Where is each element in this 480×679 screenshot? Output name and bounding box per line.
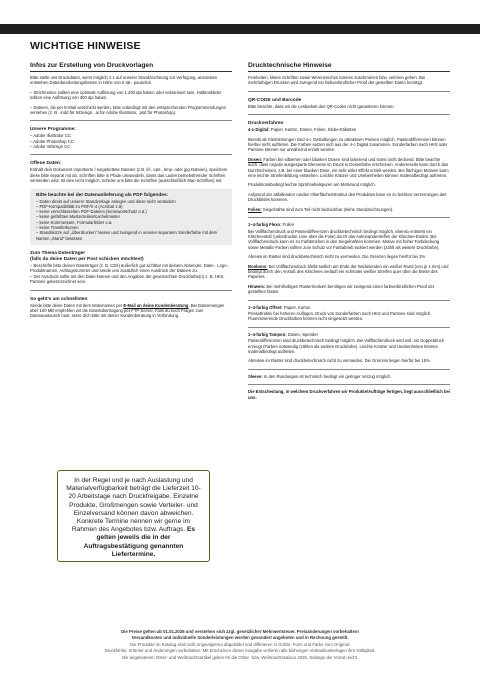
pdf-box-heading: Bitte beachte bei der Datenanlieferung als PDF folgendes: (36, 192, 169, 198)
divider (30, 290, 232, 291)
divider (248, 300, 450, 301)
folien-text (248, 207, 450, 212)
open-data-text: Enthält dein Dokument importierte / eingebettete Dateien (z.B. tif-, eps-, bmp- oder jpg-Dateien), speichere diese bitte separat mit ab. Schriften bitte in Pfade umwandeln, damit das Laden betriebsfremder Schriften vermieden wird. Ist dies nicht möglich, schicke uns bitte die Schriften (ausschließlich Mac-Schriften) mit. (30, 167, 228, 184)
sleeve-body: In den Rundungen ist technisch bedingt ein geringer Verzug möglich. (262, 373, 392, 379)
qr-text: Bitte beachte, dass wir die Lesbarkeit des QR-Codes nicht garantieren können. (248, 103, 395, 109)
right-intro: Feinheiten, kleine Schriften sowie Werenzeichen können zuschmieren bzw. verloren gehen. Bei mehrfarbigen Drucken wird zwingend ein farbverbindlicher Proof der gestellten Daten benötigt. (248, 75, 426, 86)
divider (30, 120, 232, 121)
sleeve-label: Sleeve: (248, 373, 263, 379)
data-carrier-item: – Der Ausdruck sollte mit den Datei-Namen und den Angaben der gewünschten Druckfarbe(n) z. B. HKS, Pantone gekennzeichnet sein. (30, 273, 225, 285)
delivery-time-text: In der Regel und je nach Auslastung und Materialverfügbarkeit beträgt die Lieferzeit 10-20 Arbeitstage nach Druckfreigabe. Einzelne Produkte, Großmengen sowie Verteiler- und Einzelversand können davon abweichen. Konkrete Termine nennen wir gerne im Rahmen des Angebotes bzw. Auftrags. (66, 477, 201, 534)
flexo-body: Bei Vollflächendruck und Passerdifferenzen druckbetechnisch bedingt möglich, ebenso entsteht ein Klischeestoß (unbedruckte Linie über die Folie) durch das Aufeinandertreffen der Klischee-Enden. Bei Vollflächendruck kann es zu Farbbrüchen in den Siegelnähten kommen. Motive mit hoher Farbdeckung sowie Metallic-Farben sollten zum Schutz vor Farbabrieb lackiert werden (zählt als weitere Druckfarbe). (248, 228, 440, 250)
pdf-requirement: – keine verschlüsselten PDF-Dateien (Kennwortschutz o.ä.) (36, 209, 147, 215)
folien-label: Folien: (248, 206, 262, 212)
offset-line (248, 305, 450, 310)
flexo-label: 1–4-farbig Flexo: (248, 222, 282, 228)
program-item: – Adobe InDesign CC (30, 144, 71, 150)
dosen-body: Farben bei silbernen oder blanken Dosen sind lasierend und somit nicht deckend. Bitte beachte auch, dass negativ ausgesparte Elemente im Druck in Dosenfarbe erscheinen. Andererseits kann durch das Durchscheinen, z.B. bei einer blanken Dose, ein sehr edler Effekt erzielt werden. Bei flächigen Motiven kann eine leichte Streifenbildung entstehen. Leichte Kratzer und Unebenheiten können materialbedingt auftreten. (248, 156, 449, 179)
bonbons-label: Bonbons: (248, 263, 268, 269)
tampon-line (248, 332, 450, 337)
fastest-text-post: . Bei Datenmengen über 100 MB empfehlen wir die Datenübertragung per FTP-Server. Falls du noch Fragen zum Datenaustausch hast, setze dich bitte mit deiner Kundenberatung in Verbindung. (30, 302, 225, 319)
pdf-requirement: – Standskizze auf „Überdrucken“ lassen und zwingend in unserer separaten Sonderfarbe mit dem Namen „Stand“ belassen (36, 230, 218, 241)
divider (248, 369, 450, 370)
pdf-requirements-box (30, 189, 232, 245)
tampon-label: 1–4-farbig Tampon: (248, 331, 287, 337)
flexo-text: Folien (281, 222, 295, 228)
right-heading: Drucktechnische Hinweise (248, 62, 450, 72)
divider (248, 384, 450, 385)
offset-text: Papier, Karton (282, 304, 311, 310)
divider (248, 327, 450, 328)
top-bar (0, 24, 480, 34)
flexo-note: Abreiss im Raster sind druckbetechnisch nicht zu vermeiden. Die Grenzen liegen hierfür bei 3%. (248, 254, 427, 260)
pdf-requirement: – keine gefärbten Musterzeilen/Kachelmuster (36, 214, 121, 220)
programs-list (30, 133, 232, 149)
four-color-line (248, 127, 450, 132)
production-note: Produktionsbedingt leichte Sprühnebelspuren am Motivrand möglich. (248, 182, 376, 188)
footer-line-1: Die Preise gelten ab 01.01.2026 und verstehen sich zzgl. gesetzlicher Mehrwertsteuer. Preisänderungen vorbehalten! (121, 629, 359, 634)
dosen-label: Dosen: (248, 156, 263, 162)
data-carrier-heading: Zum Thema Datenträger (30, 250, 86, 256)
offset-label: 1–4-farbig Offset: (248, 304, 283, 310)
tampon-body: Passerdifferenzen sind druckbetechnisch bedingt möglich. Bei Vollflächendruck wird evtl. ein Doppeldruck erzeugt (Farben notwendig (zählen als weitere Druckfarbe). Leichte Kratzer und Unebenheiten können materialbedingt auftreten. (248, 338, 444, 354)
delivery-time-callout (57, 470, 210, 562)
tampon-note: Abreisse im Raster sind druckbetechnisch nicht zu vermeiden. Die Grenzen liegen hierfür bei 15%. (248, 358, 431, 364)
left-bullet-2: – Dateien, die per E-Mail verschickt werden, bitte unbedingt mit den entsprechenden Programmendungen versehen (z. B. .indd für InDesign, .ai für Adobe Illustrator, .psd für Photoshop). (30, 104, 226, 116)
open-data-heading: Offene Daten: (30, 161, 62, 167)
data-carrier-subheading: (falls du deine Daten per Post schicken möchtest) (30, 256, 144, 262)
page-title: WICHTIGE HINWEISE (30, 40, 141, 52)
pdf-requirements-list (36, 199, 226, 241)
divider (248, 217, 450, 218)
left-heading: Infos zur Erstellung von Druckvorlagen (30, 62, 232, 72)
dosen-text (248, 157, 450, 179)
email-consultant-link[interactable]: E-Mail an deine Kundenberatung (123, 302, 189, 308)
footer-line-2: Versandkosten und individuelle Sonderleistungen werden gesondert angeboten und in Rechnung gestellt. (131, 635, 349, 641)
print-methods-heading: Druckverfahren (248, 121, 284, 127)
surface-note: Aufgrund der abfallenden runden Oberflächenstruktur des Produktes kann es zu leichten Verzerrungen des Druckbildes kommen. (248, 191, 447, 203)
bonbons-text (248, 264, 450, 280)
footer-line-5: Die angebotenen Oster- und Weihnachtsartikel gelten für die Oster- bzw. Weihnachtssaison 2026. Solange der Vorrat reicht. (121, 654, 359, 660)
four-color-label: 4-c-Digital: (248, 127, 270, 133)
program-item: – Adobe Photoshop CC (30, 138, 74, 144)
flexo-line (248, 222, 450, 227)
programs-heading: Unsere Programme: (30, 127, 76, 133)
four-color-note: Bereits ab Kleinstmengen sind 4-c Gestaltungen zu attraktiven Preisen möglich. Passerdifferenzen können hierbei nicht auftreten. Die Farben setzen sich aus der 4-c Digital zusammen. Sonderfarben nach HKS oder Pantone können nur annähernd erzielt werden. (248, 136, 448, 153)
left-column (30, 62, 232, 323)
right-column (248, 62, 450, 404)
footer-line-4: Druckfehler, Irrtümer und Änderungen vorbehalten. Mit Erscheinen dieser Ausgabe verlieren alle bisherigen Verkaufsunterlagen ihre Gültigkeit. (104, 648, 376, 654)
program-item: – Adobe Illustrator CC (30, 133, 71, 139)
footer (0, 629, 480, 661)
hint-body: Bei mehrfarbigen Rastermotiven benötigen wir zwingend einen farbverbindlichen Proof der gestellten Daten. (248, 283, 435, 295)
qr-heading: QR-CODE und Barcode (248, 97, 302, 103)
fastest-text (30, 303, 232, 319)
pdf-requirement: – PDF-Kompatibilität zu PDF/X-4 (Acrobat 1.6) (36, 203, 123, 209)
hint-text (248, 284, 450, 295)
fastest-text-pre: Sende bitte deine Daten mit dem Motivnamen per (30, 302, 124, 308)
data-carrier-item: – Beschrifte bitte deinen Datenträger (z. B. CDs) äußerlich gut sichtbar mit deinem Absender, Datei-, Logo-, Produktnamen, Auftragsnummer und sende uns zusätzlich einen Ausdruck der Dateien zu. (30, 262, 230, 274)
pdf-requirement: – keine Kommentare, Formularfelder o.ä. (36, 219, 113, 225)
sleeve-text (248, 374, 450, 379)
left-bullet-1: – Strichmotive sollten eine optimale Auflösung von 1.200 dpi haben oder vektorisiert sein. Halbtonbilder sollten eine Auflösung von 300 dpi haben. (30, 89, 222, 101)
pdf-requirement: – Daten direkt auf unserer Standvorlage anlegen und diese nicht verändern (36, 198, 176, 204)
footer-line-3: Die Produkte im Katalog sind nicht originalgetreu abgebildet und differieren in Größe, Form und Farbe zum Original. (129, 641, 351, 647)
folien-body: Siegelnähte sind zum Teil nicht bedruckbar (siehe Standzeichnungen). (261, 206, 394, 212)
divider (248, 114, 450, 115)
final-decision-text: Die Entscheidung, in welchem Druckverfahren wir Produkte/Aufträge fertigen, liegt ausschließlich bei uns. (248, 389, 450, 400)
tampon-text: Dosen, Spender (286, 331, 318, 337)
left-intro: Bitte stelle uns Druckdaten, wenn möglich 1:1 auf unserer Standzeichnung zur Verfügung, ansonsten entstehen Datenbearbeitungskosten in Höhe von € 48.- pauschal. (30, 75, 218, 86)
hint-label: Hinweis: (248, 283, 266, 289)
divider (248, 91, 450, 92)
divider (30, 154, 232, 155)
delivery-time-bold: Es gelten jeweils die in der Auftragsbestätigung genannten Liefertermine. (83, 526, 196, 558)
bonbons-body: Bei Vollflächendruck bleibt seitlich am Ende der Wickelenden ein weißer Rand (von je 1 mm) und bedingt durch den Anstoß des Klischees verläuft ein schmaler weißer Streifen quer über die Breite des Papieres. (248, 263, 449, 280)
fastest-heading: So geht’s am schnellsten (30, 296, 88, 302)
offset-body: Preisattraktiv bei höheren Auflagen. Druck von Sonderfarben nach HKS und Pantone sind möglich. Fluoreszierende Druckfarben können nicht eingesetzt werden. (248, 310, 432, 322)
four-color-text: Papier, Karton, Dosen, Folien, Klebe-Etiketten (269, 127, 357, 133)
pdf-requirement: – keine Transferkurven (36, 225, 79, 231)
